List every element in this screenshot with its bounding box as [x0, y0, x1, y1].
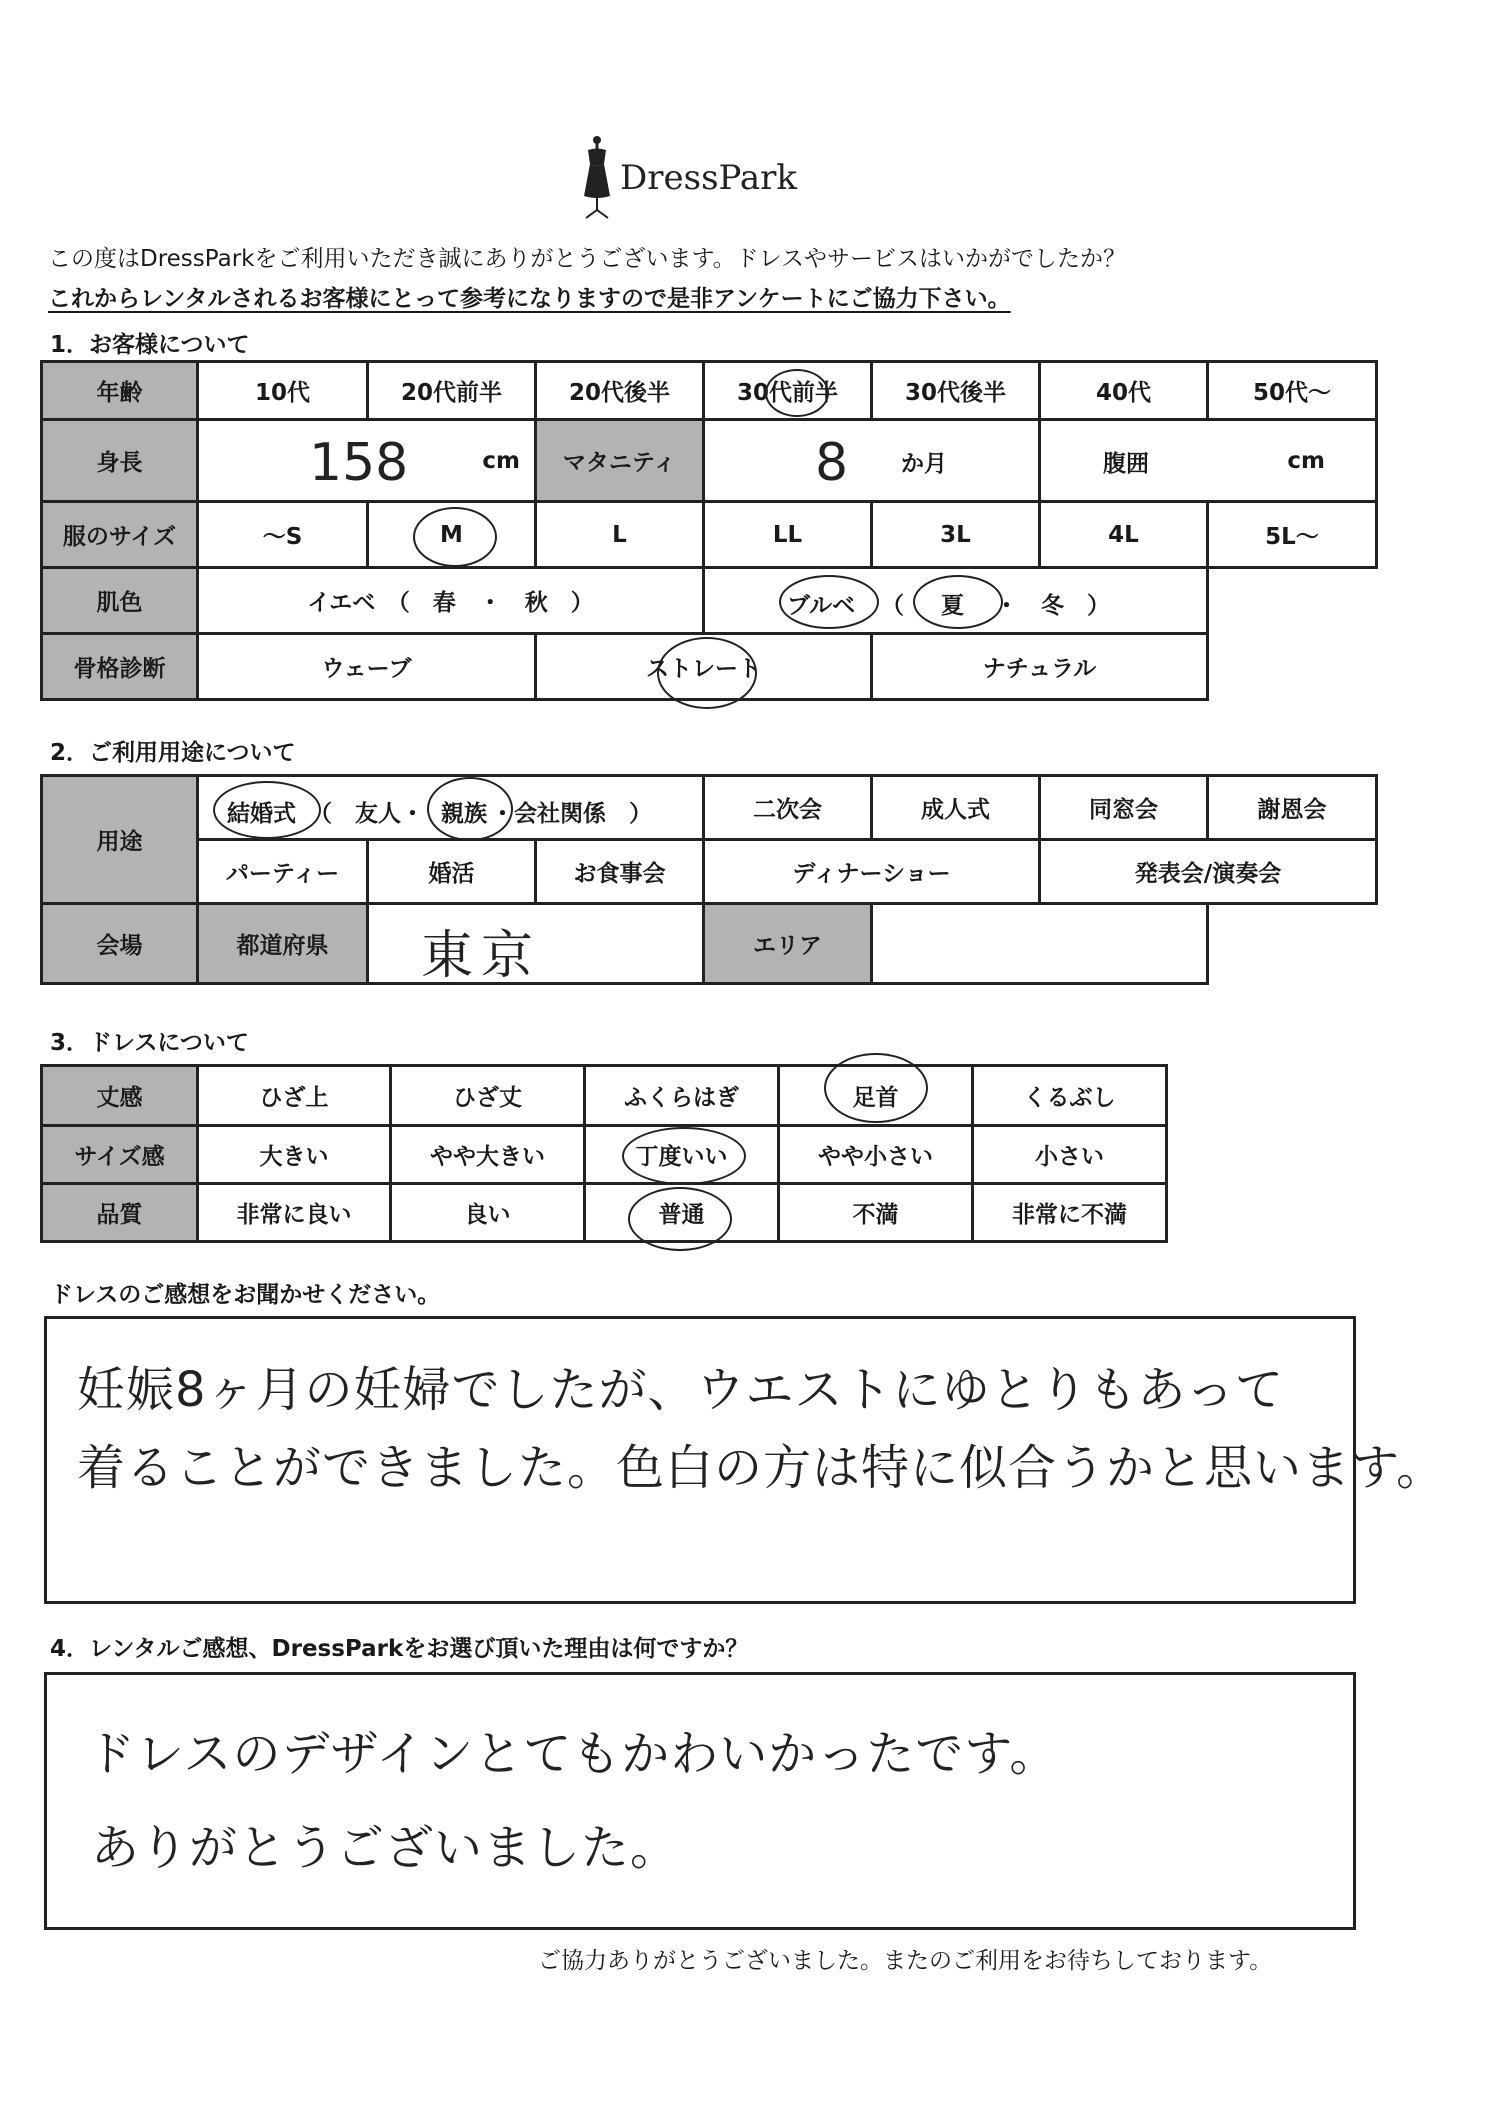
dress-form-icon — [578, 134, 616, 224]
maternity-value: 8 — [815, 433, 849, 493]
age-option-selected[interactable] — [704, 362, 872, 420]
skin-blue-option[interactable] — [704, 568, 1208, 634]
usage-table — [40, 774, 1378, 985]
impression-line-2: 着ることができました。色白の方は特に似合うかと思います。 — [77, 1440, 1446, 1496]
fit-option[interactable]: 大きい — [198, 1126, 391, 1184]
customer-table — [40, 360, 1378, 701]
maternity-unit: か月 — [901, 451, 947, 477]
section1-title: 1．お客様について — [50, 332, 250, 358]
age-option[interactable]: 20代後半 — [536, 362, 704, 420]
height-label: 身長 — [42, 420, 198, 502]
age-label: 年齢 — [42, 362, 198, 420]
size-option[interactable]: ～S — [198, 502, 368, 568]
frame-option[interactable]: ナチュラル — [872, 634, 1208, 700]
purpose-option[interactable]: お食事会 — [536, 840, 704, 904]
length-option[interactable]: ふくらはぎ — [585, 1066, 779, 1126]
quality-option[interactable]: 不満 — [779, 1184, 973, 1242]
frame-option-selected[interactable] — [536, 634, 872, 700]
length-option[interactable]: くるぶし — [973, 1066, 1167, 1126]
quality-label: 品質 — [42, 1184, 198, 1242]
impression-prompt: ドレスのご感想をお聞かせください。 — [50, 1282, 441, 1308]
quality-option-label: 普通 — [658, 1202, 705, 1228]
length-option[interactable]: ひざ上 — [198, 1066, 391, 1126]
reason-line-1: ドレスのデザインとてもかわいかったです。 — [87, 1726, 1059, 1782]
footer-message: ご協力ありがとうございました。またのご利用をお待ちしております。 — [538, 1948, 1273, 1974]
skin-summer: 夏 — [941, 593, 964, 619]
intro-line-1: この度はDressParkをご利用いただき誠にありがとうございます。ドレスやサービスはいかがでしたか？ — [48, 246, 1126, 272]
purpose-label: 用途 — [42, 776, 198, 904]
belly-field[interactable] — [1040, 420, 1377, 502]
age-option[interactable]: 20代前半 — [368, 362, 536, 420]
maternity-label: マタニティ — [536, 420, 704, 502]
empty-cell — [1208, 904, 1377, 984]
skin-blue-label: ブルベ — [787, 593, 856, 619]
size-option[interactable]: 5L～ — [1208, 502, 1377, 568]
fit-option[interactable]: 小さい — [973, 1126, 1167, 1184]
dress-table — [40, 1064, 1168, 1243]
skin-label: 肌色 — [42, 568, 198, 634]
wedding-option[interactable] — [198, 776, 704, 840]
size-option[interactable]: 3L — [872, 502, 1040, 568]
wedding-label: 結婚式 — [227, 801, 296, 827]
size-option-label: M — [440, 521, 463, 548]
length-label: 丈感 — [42, 1066, 198, 1126]
height-value: 158 — [309, 433, 409, 493]
maternity-field[interactable] — [704, 420, 1040, 502]
purpose-option[interactable]: 謝恩会 — [1208, 776, 1377, 840]
length-option[interactable]: ひざ丈 — [391, 1066, 585, 1126]
wedding-close: ・会社関係 ） — [491, 801, 652, 827]
section3-title: 3．ドレスについて — [50, 1030, 249, 1056]
skin-blue-rest: ・ 冬 ） — [995, 593, 1110, 619]
frame-label: 骨格診断 — [42, 634, 198, 700]
area-field[interactable] — [872, 904, 1208, 984]
impression-line-1: 妊娠8ヶ月の妊婦でしたが、ウエストにゆとりもあって — [77, 1362, 1285, 1418]
skin-yellow-option[interactable]: イエベ （ 春 ・ 秋 ） — [198, 568, 704, 634]
reason-line-2: ありがとうございました。 — [91, 1820, 680, 1876]
purpose-option[interactable]: 発表会/演奏会 — [1040, 840, 1377, 904]
age-option[interactable]: 40代 — [1040, 362, 1208, 420]
purpose-option[interactable]: パーティー — [198, 840, 368, 904]
belly-label: 腹囲 — [1103, 451, 1149, 477]
skin-blue-open: （ — [881, 593, 904, 619]
fit-option-selected[interactable] — [585, 1126, 779, 1184]
empty-cell — [1208, 634, 1377, 700]
age-option[interactable]: 30代後半 — [872, 362, 1040, 420]
fit-option-label: 丁度いい — [635, 1144, 728, 1170]
frame-option-label: ストレート — [646, 656, 761, 682]
wedding-relatives: 親族 — [441, 801, 487, 827]
quality-option[interactable]: 非常に不満 — [973, 1184, 1167, 1242]
quality-option[interactable]: 非常に良い — [198, 1184, 391, 1242]
frame-option[interactable]: ウェーブ — [198, 634, 536, 700]
fit-label: サイズ感 — [42, 1126, 198, 1184]
size-option[interactable]: L — [536, 502, 704, 568]
prefecture-label: 都道府県 — [198, 904, 368, 984]
length-option-label: 足首 — [852, 1085, 899, 1111]
size-label: 服のサイズ — [42, 502, 198, 568]
empty-cell — [1208, 568, 1377, 634]
reason-box[interactable] — [44, 1672, 1356, 1930]
intro-line-2: これからレンタルされるお客様にとって参考になりますので是非アンケートにご協力下さい。 — [48, 286, 1011, 312]
size-option[interactable]: 4L — [1040, 502, 1208, 568]
brand-name: DressPark — [620, 158, 798, 198]
age-option-label: 30代前半 — [736, 380, 838, 406]
size-option-selected[interactable] — [368, 502, 536, 568]
section2-title: 2．ご利用用途について — [50, 740, 296, 766]
area-label: エリア — [704, 904, 872, 984]
belly-unit: cm — [1287, 447, 1325, 474]
height-unit: cm — [482, 447, 520, 474]
purpose-option[interactable]: ディナーショー — [704, 840, 1040, 904]
purpose-option[interactable]: 婚活 — [368, 840, 536, 904]
quality-option-selected[interactable] — [585, 1184, 779, 1242]
age-option[interactable]: 10代 — [198, 362, 368, 420]
prefecture-value: 東京 — [421, 926, 542, 986]
size-option[interactable]: LL — [704, 502, 872, 568]
prefecture-field[interactable] — [368, 904, 704, 984]
length-option-selected[interactable] — [779, 1066, 973, 1126]
purpose-option[interactable]: 同窓会 — [1040, 776, 1208, 840]
quality-option[interactable]: 良い — [391, 1184, 585, 1242]
venue-label: 会場 — [42, 904, 198, 984]
height-field[interactable] — [198, 420, 536, 502]
age-option[interactable]: 50代～ — [1208, 362, 1377, 420]
purpose-option[interactable]: 成人式 — [872, 776, 1040, 840]
wedding-open: （ 友人・ — [309, 801, 424, 827]
purpose-option[interactable]: 二次会 — [704, 776, 872, 840]
fit-option[interactable]: やや大きい — [391, 1126, 585, 1184]
section4-title: 4．レンタルご感想、DressParkをお選び頂いた理由は何ですか？ — [50, 1636, 749, 1662]
logo — [578, 134, 818, 224]
fit-option[interactable]: やや小さい — [779, 1126, 973, 1184]
impression-box[interactable] — [44, 1316, 1446, 1604]
